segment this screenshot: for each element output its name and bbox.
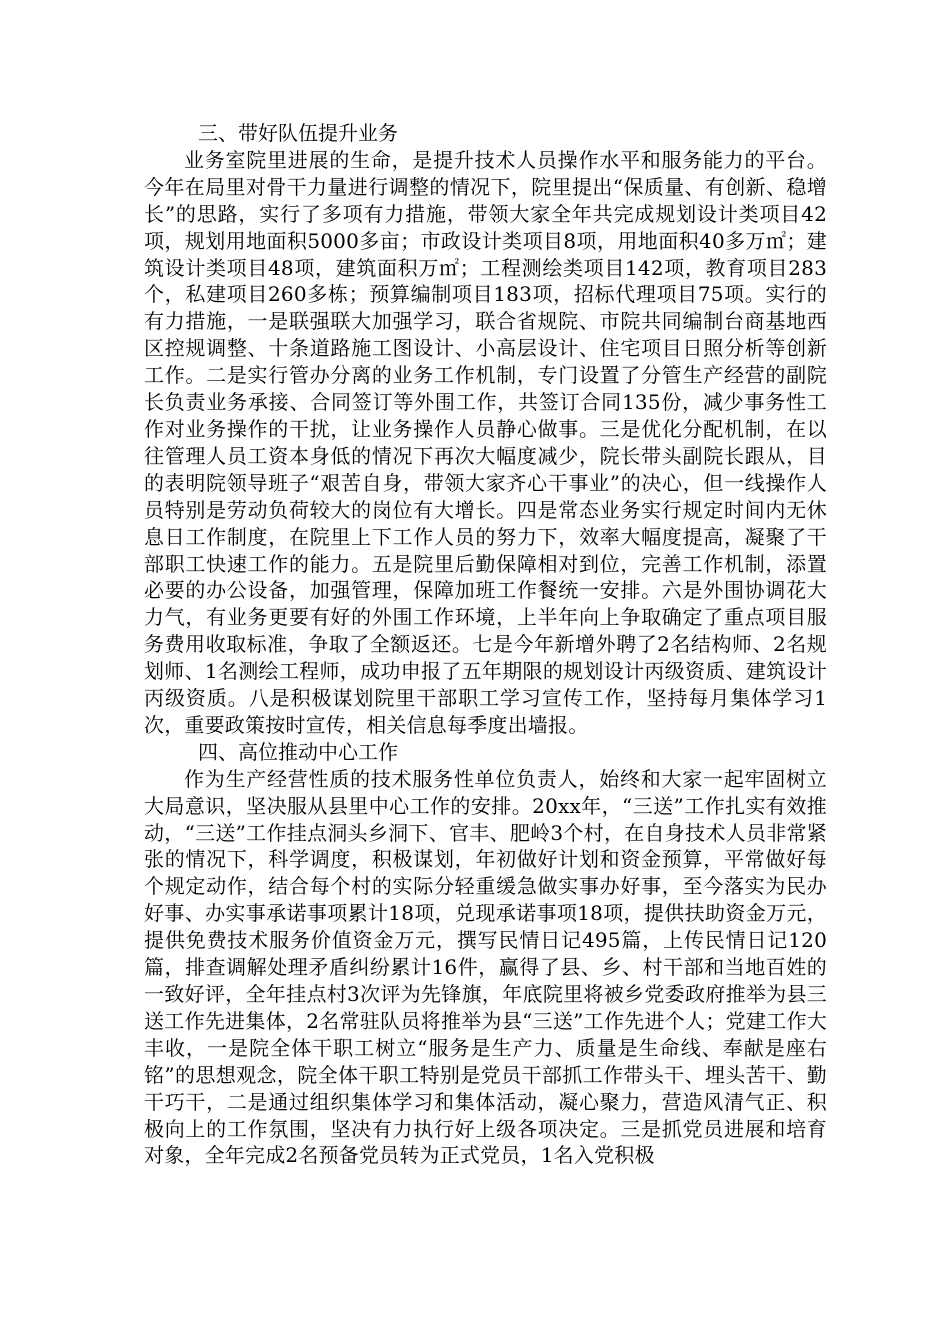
section-4-heading: 四、高位推动中心工作 (198, 739, 398, 764)
section-3-paragraph: 业务室院里进展的生命，是提升技术人员操作水平和服务能力的平台。今年在局里对骨干力量进行调整的情况下，院里提出“保质量、有创新、稳增长”的思路，实行了多项有力措施，带领大家全年共完成规划设计类项目42项，规划用地面积5000多亩；市政设计类项目8项，用地面积40多万㎡；建筑设计类项目48项，建筑面积万㎡；工程测绘类项目142项，教育项目283个，私建项目260多栋；预算编制项目183项，招标代理项目75项。实行的有力措施，一是联强联大加强学习，联合省规院、市院共同编制台商基地西区控规调整、十条道路施工图设计、小高层设计、住宅项目日照分析等创新工作。二是实行管办分离的业务工作机制，专门设置了分管生产经营的副院长负责业务承接、合同签订等外围工作，共签订合同135份，减少事务性工作对业务操作的干扰，让业务操作人员静心做事。三是优化分配机制，在以往管理人员工资本身低的情况下再次大幅度减少，院长带头副院长跟从，目的表明院领导班子“艰苦自身，带领大家齐心干事业”的决心，但一线操作人员特别是劳动负荷较大的岗位有大增长。四是常态业务实行规定时间内无休息日工作制度，在院里上下工作人员的努力下，效率大幅度提高，凝聚了干部职工快速工作的能力。五是院里后勤保障相对到位，完善工作机制，添置必要的办公设备，加强管理，保障加班工作餐统一安排。六是外围协调花大力气，有业务更要有好的外围工作环境，上半年向上争取确定了重点项目服务费用收取标准，争取了全额返还。七是今年新增外聘了2名结构师、2名规划师、1名测绘工程师，成功申报了五年期限的规划设计丙级资质、建筑设计丙级资质。八是积极谋划院里干部职工学习宣传工作，坚持每月集体学习1次，重要政策按时宣传，相关信息每季度出墙报。 (144, 147, 827, 737)
section-4-paragraph: 作为生产经营性质的技术服务性单位负责人，始终和大家一起牢固树立大局意识，坚决服从县里中心工作的安排。20xx年，“三送”工作扎实有效推动，“三送”工作挂点洞头乡洞下、官丰、肥岭3个村，在自身技术人员非常紧张的情况下，科学调度，积极谋划，年初做好计划和资金预算，平常做好每个规定动作，结合每个村的实际分轻重缓急做实事办好事，至今落实为民办好事、办实事承诺事项累计18项，兑现承诺事项18项，提供扶助资金万元，提供免费技术服务价值资金万元，撰写民情日记495篇，上传民情日记120篇，排查调解处理矛盾纠纷累计16件，赢得了县、乡、村干部和当地百姓的一致好评，全年挂点村3次评为先锋旗，年底院里将被乡党委政府推举为县三送工作先进集体，2名常驻队员将推举为县“三送”工作先进个人；党建工作大丰收，一是院全体干职工树立“服务是生产力、质量是生命线、奉献是座右铭”的思想观念，院全体干职工特别是党员干部抓工作带头干、埋头苦干、勤干巧干，二是通过组织集体学习和集体活动，凝心聚力，营造风清气正、积极向上的工作氛围，坚决有力执行好上级各项决定。三是抓党员进展和培育对象，全年完成2名预备党员转为正式党员，1名入党积极 (144, 766, 827, 1168)
section-3-heading: 三、带好队伍提升业务 (198, 121, 398, 145)
document-page (144, 120, 827, 1169)
